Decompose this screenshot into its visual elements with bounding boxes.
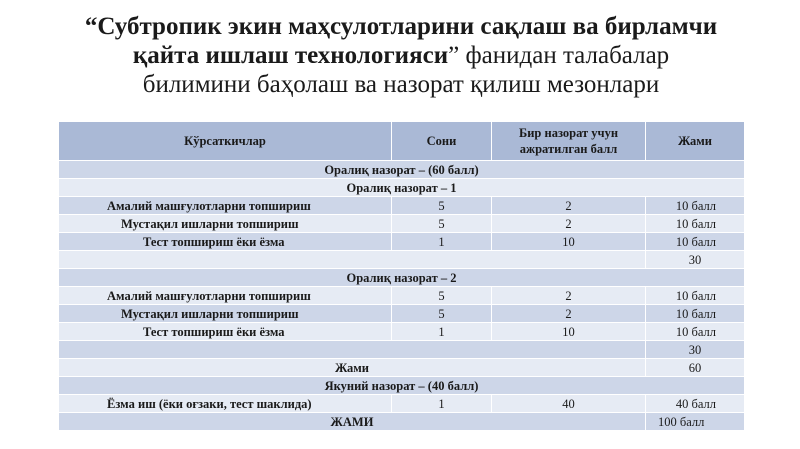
row-count: 5: [392, 287, 492, 305]
row-points: 2: [492, 287, 646, 305]
row-points: 2: [492, 305, 646, 323]
table-row: [59, 395, 745, 413]
header-indicators: Кўрсаткичлар: [59, 122, 392, 161]
section-row: [59, 161, 745, 179]
row-points: 40: [492, 395, 646, 413]
table-row: [59, 233, 745, 251]
row-label: Тест топшириш ёки ёзма: [59, 323, 392, 341]
assessment-table: [58, 121, 745, 431]
table-row: [59, 323, 745, 341]
row-label: Ёзма иш (ёки оғзаки, тест шаклида): [59, 395, 392, 413]
row-total: 10 балл: [646, 215, 745, 233]
grand-total-value: 100 балл: [646, 413, 745, 431]
section-row: [59, 377, 745, 395]
row-points: 2: [492, 215, 646, 233]
subtotal-value: 30: [646, 341, 745, 359]
row-points: 10: [492, 233, 646, 251]
row-label: Амалий машғулотларни топшириш: [59, 287, 392, 305]
grand-total-label: ЖАМИ: [59, 413, 646, 431]
row-label: Мустақил ишларни топшириш: [59, 305, 392, 323]
sum-label: Жами: [59, 359, 646, 377]
subtotal-row: [59, 341, 745, 359]
subsection-midterm-1: Оралиқ назорат – 1: [59, 179, 745, 197]
row-count: 5: [392, 215, 492, 233]
row-count: 1: [392, 233, 492, 251]
title-line-3: билимини баҳолаш ва назорат қилиш мезонлари: [142, 71, 660, 98]
row-total: 10 балл: [646, 305, 745, 323]
subtotal-value: 30: [646, 251, 745, 269]
grand-total-row: [59, 413, 745, 431]
table-row: [59, 305, 745, 323]
row-total: 10 балл: [646, 323, 745, 341]
slide-title: [58, 12, 744, 122]
row-total: 10 балл: [646, 287, 745, 305]
row-points: 2: [492, 197, 646, 215]
row-total: 10 балл: [646, 197, 745, 215]
header-points: Бир назорат учун ажратилган балл: [492, 122, 646, 161]
table-row: [59, 287, 745, 305]
title-line-2-rest: ” фанидан талабалар: [448, 42, 670, 69]
subtotal-row: [59, 251, 745, 269]
row-count: 5: [392, 197, 492, 215]
table-row: [59, 215, 745, 233]
row-count: 5: [392, 305, 492, 323]
sum-value: 60: [646, 359, 745, 377]
header-count: Сони: [392, 122, 492, 161]
title-line-1: “Субтропик экин маҳсулотларини сақлаш ва бирламчи: [84, 13, 718, 40]
subsection-midterm-2: Оралиқ назорат – 2: [59, 269, 745, 287]
row-count: 1: [392, 323, 492, 341]
row-label: Мустақил ишларни топшириш: [59, 215, 392, 233]
row-total: 10 балл: [646, 233, 745, 251]
row-count: 1: [392, 395, 492, 413]
table-header-row: [59, 122, 745, 161]
table-row: [59, 197, 745, 215]
sum-row: [59, 359, 745, 377]
title-line-2-bold: қайта ишлаш технологияси: [132, 42, 449, 69]
section-row: [59, 269, 745, 287]
section-midterm: Оралиқ назорат – (60 балл): [59, 161, 745, 179]
section-row: [59, 179, 745, 197]
row-label: Тест топшириш ёки ёзма: [59, 233, 392, 251]
row-total: 40 балл: [646, 395, 745, 413]
section-final: Якуний назорат – (40 балл): [59, 377, 745, 395]
row-label: Амалий машғулотларни топшириш: [59, 197, 392, 215]
title-line-2: [58, 41, 744, 70]
header-total: Жами: [646, 122, 745, 161]
row-points: 10: [492, 323, 646, 341]
